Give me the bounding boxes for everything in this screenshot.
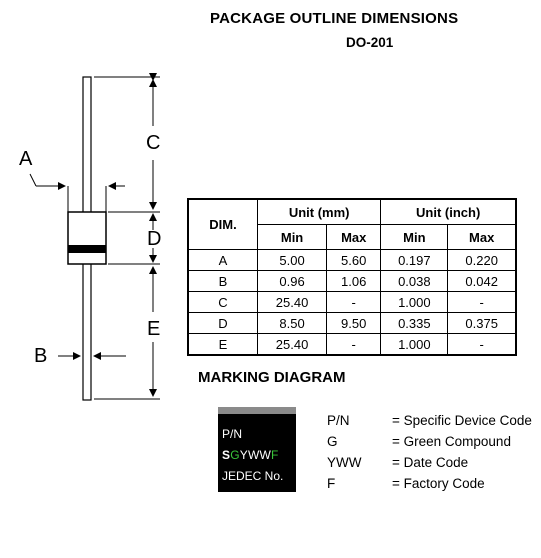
- value-cell: 0.335: [381, 313, 448, 334]
- dimensions-table: [187, 198, 517, 356]
- legend-desc: = Green Compound: [392, 434, 511, 449]
- mm-min-header: Min: [258, 225, 327, 250]
- value-cell: 5.00: [258, 250, 327, 271]
- brand-logo-icon: S: [222, 448, 231, 462]
- package-name: DO-201: [346, 35, 394, 50]
- chip-top-band: [218, 407, 296, 414]
- legend-desc: = Date Code: [392, 455, 469, 470]
- value-cell: -: [327, 292, 381, 313]
- legend-code: YWW: [327, 455, 362, 470]
- table-row: [188, 271, 516, 292]
- unit-mm-header: Unit (mm): [258, 199, 381, 225]
- value-cell: 0.038: [381, 271, 448, 292]
- marking-diagram-title: MARKING DIAGRAM: [198, 369, 346, 386]
- value-cell: 5.60: [327, 250, 381, 271]
- value-cell: 1.06: [327, 271, 381, 292]
- value-cell: 1.000: [381, 292, 448, 313]
- dim-header: DIM.: [188, 199, 258, 250]
- value-cell: 0.042: [448, 271, 516, 292]
- value-cell: 25.40: [258, 334, 327, 356]
- value-cell: 0.197: [381, 250, 448, 271]
- legend-code: F: [327, 476, 336, 491]
- value-cell: 1.000: [381, 334, 448, 356]
- dim-cell: D: [188, 313, 258, 334]
- marking-chip: [218, 407, 296, 492]
- chip-date-code: YWW: [239, 448, 272, 462]
- legend-desc: = Specific Device Code: [392, 413, 532, 428]
- diode-body: [68, 212, 106, 264]
- dim-cell: B: [188, 271, 258, 292]
- chip-part-number: P/N: [222, 427, 243, 441]
- value-cell: 25.40: [258, 292, 327, 313]
- chip-code-line: [222, 448, 279, 462]
- inch-min-header: Min: [381, 225, 448, 250]
- dimension-a-label: A: [19, 148, 33, 170]
- dimension-d-label: D: [147, 228, 162, 250]
- dimension-e-label: E: [147, 318, 161, 340]
- dim-cell: C: [188, 292, 258, 313]
- dim-cell: E: [188, 334, 258, 356]
- package-outline-drawing: [0, 0, 180, 420]
- value-cell: 0.220: [448, 250, 516, 271]
- mm-max-header: Max: [327, 225, 381, 250]
- chip-factory-code: F: [271, 448, 279, 462]
- legend-desc: = Factory Code: [392, 476, 485, 491]
- dimension-b-label: B: [34, 345, 48, 367]
- dim-cell: A: [188, 250, 258, 271]
- chip-jedec: JEDEC No.: [222, 469, 284, 483]
- value-cell: 9.50: [327, 313, 381, 334]
- value-cell: 0.96: [258, 271, 327, 292]
- dimension-c-label: C: [146, 132, 161, 154]
- value-cell: 0.375: [448, 313, 516, 334]
- value-cell: -: [448, 292, 516, 313]
- table-row: [188, 334, 516, 356]
- inch-max-header: Max: [448, 225, 516, 250]
- table-row: [188, 313, 516, 334]
- unit-inch-header: Unit (inch): [381, 199, 516, 225]
- cathode-band: [68, 245, 106, 253]
- legend-code: P/N: [327, 413, 350, 428]
- chip-green-code: G: [230, 448, 240, 462]
- page-title: PACKAGE OUTLINE DIMENSIONS: [210, 10, 459, 27]
- table-row: [188, 250, 516, 271]
- legend-code: G: [327, 434, 338, 449]
- value-cell: 8.50: [258, 313, 327, 334]
- table-row: [188, 292, 516, 313]
- value-cell: -: [327, 334, 381, 356]
- value-cell: -: [448, 334, 516, 356]
